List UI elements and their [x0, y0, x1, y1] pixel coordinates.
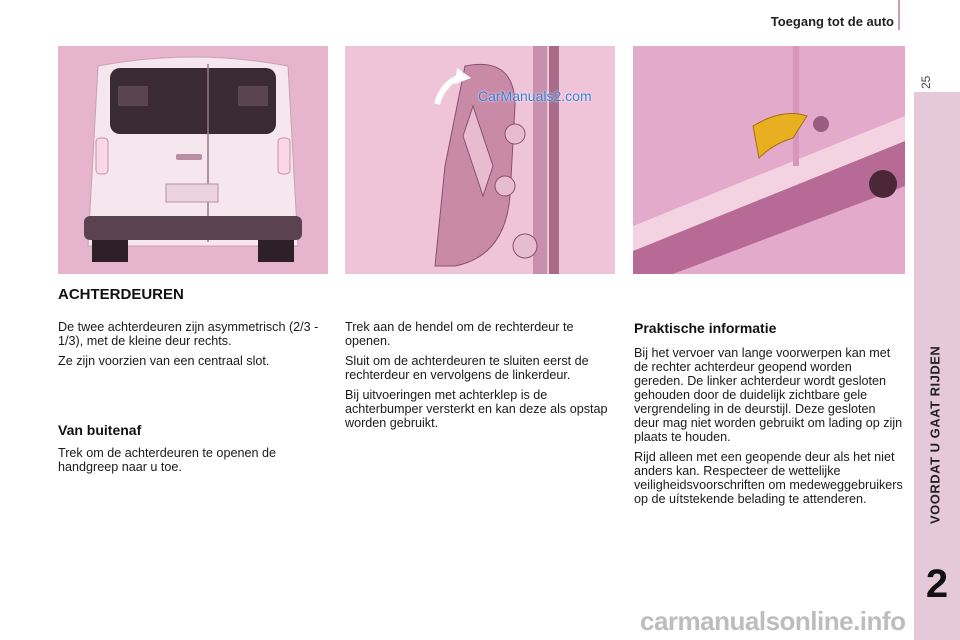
- paragraph: De twee achterdeuren zijn asymmetrisch (2/3 - 1/3), met de kleine deur rechts.: [58, 320, 319, 348]
- paragraph: Rijd alleen met een geopende deur als het niet anders kan. Respecteer de wettelijke veiligheidsvoorschriften om medeweggebruikers op de uítstekende belading te attenderen.: [634, 450, 903, 506]
- subheading-van-buitenaf: Van buitenaf: [58, 422, 142, 438]
- watermark-top: CarManuals2.com: [478, 88, 592, 104]
- column-1-intro: [58, 320, 330, 374]
- section-title: ACHTERDEUREN: [58, 286, 184, 303]
- column-1-sub: [58, 446, 330, 480]
- paragraph: Ze zijn voorzien van een centraal slot.: [58, 354, 270, 368]
- header-title: Toegang tot de auto: [770, 14, 894, 29]
- paragraph: Bij het vervoer van lange voorwerpen kan met de rechter achterdeur geopend worden gereden. De linker achterdeur wordt gesloten gehouden door de duidelijk zichtbare gele vergrendeling in de deurstijl. Deze gesloten deur mag niet worden gebruikt om lading op zijn plaats te houden.: [634, 346, 903, 444]
- paragraph: Trek aan de hendel om de rechterdeur te openen.: [345, 320, 574, 348]
- header-divider: [898, 0, 900, 30]
- chapter-section-label: VOORDAT U GAAT RIJDEN: [927, 345, 943, 525]
- watermark-bottom: carmanualsonline.info: [640, 606, 906, 636]
- column-3: [634, 346, 904, 512]
- column-2: [345, 320, 615, 436]
- paragraph: Bij uitvoeringen met achterklep is de achterbumper versterkt en kan deze als opstap worden gebruikt.: [345, 388, 608, 430]
- page-number: 25: [919, 75, 933, 89]
- subheading-praktische-informatie: Praktische informatie: [634, 320, 777, 336]
- yellow-latch-photo: [633, 46, 905, 274]
- paragraph: Trek om de achterdeuren te openen de handgreep naar u toe.: [58, 446, 276, 474]
- paragraph: Sluit om de achterdeuren te sluiten eerst de rechterdeur en vervolgens de linkerdeur.: [345, 354, 589, 382]
- rear-doors-photo: [58, 46, 328, 274]
- door-lever-photo: [345, 46, 615, 274]
- chapter-number: 2: [925, 562, 949, 606]
